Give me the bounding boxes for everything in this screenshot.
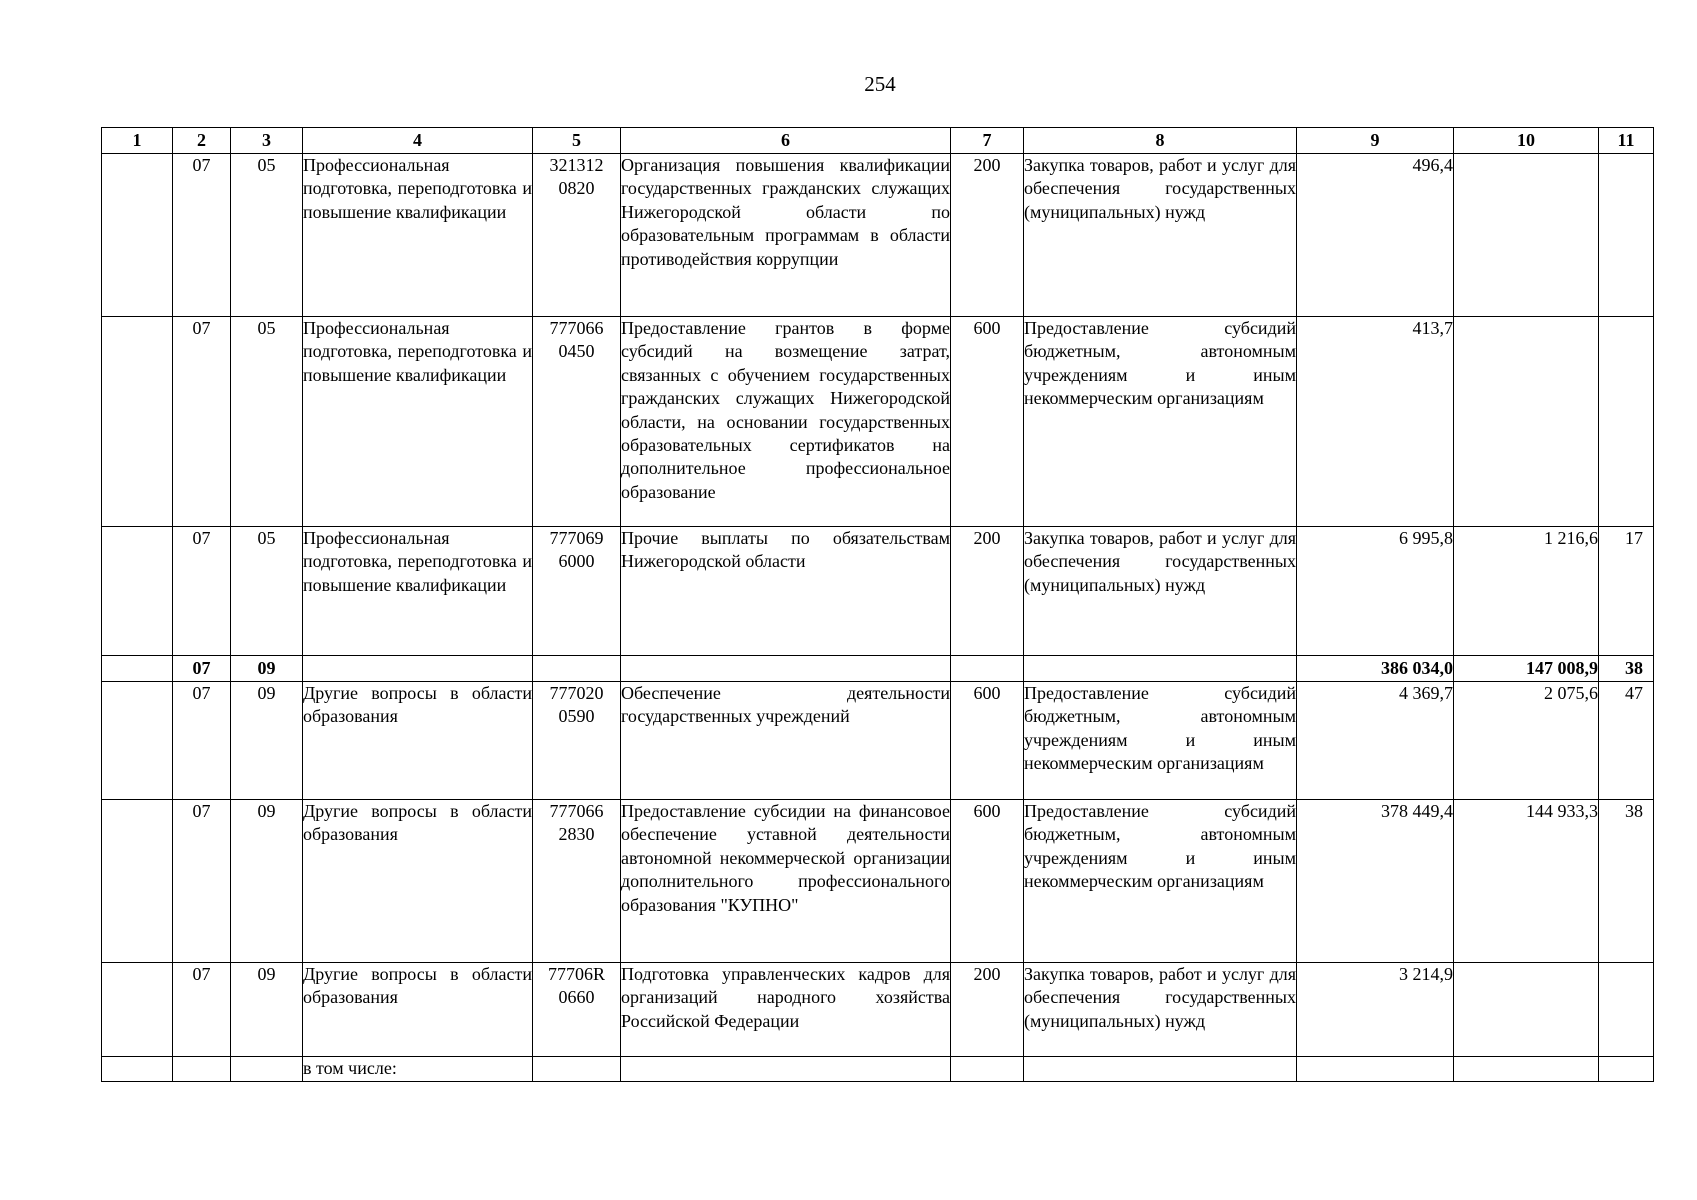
cell-expense-type: 600: [951, 682, 1024, 800]
cell-1: [102, 963, 173, 1057]
column-header: 3: [231, 128, 303, 154]
budget-table: [101, 127, 1654, 1082]
cell-amount-9: 6 995,8: [1297, 527, 1454, 656]
cell-amount-11: [1599, 317, 1654, 527]
cell-article-name: Организация повышения квалификации государственных гражданских служащих Нижегородской области по образовательным программам в области противодействия коррупции: [621, 154, 951, 317]
cell-amount-11: [1599, 154, 1654, 317]
cell-amount-10: [1454, 1057, 1599, 1082]
column-header: 11: [1599, 128, 1654, 154]
column-header: 1: [102, 128, 173, 154]
cell-amount-11: 47: [1599, 682, 1654, 800]
column-header: 6: [621, 128, 951, 154]
cell-subsection: 09: [231, 800, 303, 963]
cell-expense-type-name: Предоставление субсидий бюджетным, автономным учреждениям и иным некоммерческим организациям: [1024, 800, 1297, 963]
cell-1: [102, 317, 173, 527]
cell-target-article: 777066 0450: [533, 317, 621, 527]
cell-expense-type-name: [1024, 656, 1297, 682]
cell-section: [173, 1057, 231, 1082]
column-header: 10: [1454, 128, 1599, 154]
cell-1: [102, 800, 173, 963]
cell-article-name: Предоставление субсидии на финансовое обеспечение уставной деятельности автономной некоммерческой организации дополнительного профессионального образования "КУПНО": [621, 800, 951, 963]
cell-article-name: Подготовка управленческих кадров для организаций народного хозяйства Российской Федерации: [621, 963, 951, 1057]
column-header: 2: [173, 128, 231, 154]
column-header: 7: [951, 128, 1024, 154]
subtotal-row: [102, 656, 1654, 682]
cell-target-article: 321312 0820: [533, 154, 621, 317]
cell-amount-9: 413,7: [1297, 317, 1454, 527]
cell-section: 07: [173, 656, 231, 682]
cell-expense-type: 200: [951, 154, 1024, 317]
cell-expense-type: 200: [951, 527, 1024, 656]
cell-1: [102, 1057, 173, 1082]
cell-subsection-name: Другие вопросы в области образования: [303, 682, 533, 800]
cell-subsection: [231, 1057, 303, 1082]
header-row: [102, 128, 1654, 154]
table-row: [102, 963, 1654, 1057]
cell-amount-9: 386 034,0: [1297, 656, 1454, 682]
table-row: [102, 1057, 1654, 1082]
cell-subsection-name: [303, 656, 533, 682]
cell-target-article: 77706R 0660: [533, 963, 621, 1057]
cell-amount-11: [1599, 963, 1654, 1057]
cell-amount-10: [1454, 317, 1599, 527]
cell-amount-9: 4 369,7: [1297, 682, 1454, 800]
cell-section: 07: [173, 154, 231, 317]
table-row: [102, 154, 1654, 317]
cell-expense-type-name: Предоставление субсидий бюджетным, автономным учреждениям и иным некоммерческим организациям: [1024, 317, 1297, 527]
cell-1: [102, 154, 173, 317]
cell-amount-10: 1 216,6: [1454, 527, 1599, 656]
cell-subsection-name: Другие вопросы в области образования: [303, 800, 533, 963]
cell-expense-type-name: Закупка товаров, работ и услуг для обеспечения государственных (муниципальных) нужд: [1024, 527, 1297, 656]
cell-1: [102, 527, 173, 656]
cell-amount-10: [1454, 154, 1599, 317]
cell-amount-9: [1297, 1057, 1454, 1082]
cell-subsection: 09: [231, 682, 303, 800]
cell-article-name: Прочие выплаты по обязательствам Нижегородской области: [621, 527, 951, 656]
cell-1: [102, 656, 173, 682]
cell-section: 07: [173, 682, 231, 800]
cell-target-article: 777020 0590: [533, 682, 621, 800]
cell-amount-9: 496,4: [1297, 154, 1454, 317]
cell-1: [102, 682, 173, 800]
cell-amount-9: 378 449,4: [1297, 800, 1454, 963]
cell-subsection: 05: [231, 527, 303, 656]
cell-subsection-name: Профессиональная подготовка, переподготовка и повышение квалификации: [303, 527, 533, 656]
cell-expense-type: 200: [951, 963, 1024, 1057]
cell-target-article: [533, 1057, 621, 1082]
cell-article-name: [621, 656, 951, 682]
cell-expense-type: [951, 656, 1024, 682]
cell-amount-11: 38: [1599, 656, 1654, 682]
cell-expense-type: [951, 1057, 1024, 1082]
cell-article-name: Предоставление грантов в форме субсидий на возмещение затрат, связанных с обучением государственных гражданских служащих Нижегородской области, на основании государственных образовательных сертификатов на дополнительное профессиональное образование: [621, 317, 951, 527]
cell-subsection-name: в том числе:: [303, 1057, 533, 1082]
cell-subsection-name: Профессиональная подготовка, переподготовка и повышение квалификации: [303, 154, 533, 317]
cell-amount-9: 3 214,9: [1297, 963, 1454, 1057]
cell-article-name: Обеспечение деятельности государственных учреждений: [621, 682, 951, 800]
cell-subsection: 09: [231, 656, 303, 682]
column-header: 5: [533, 128, 621, 154]
cell-amount-11: [1599, 1057, 1654, 1082]
table-row: [102, 527, 1654, 656]
cell-section: 07: [173, 800, 231, 963]
cell-expense-type: 600: [951, 317, 1024, 527]
cell-expense-type-name: [1024, 1057, 1297, 1082]
cell-subsection-name: Профессиональная подготовка, переподготовка и повышение квалификации: [303, 317, 533, 527]
cell-subsection: 05: [231, 154, 303, 317]
cell-subsection: 09: [231, 963, 303, 1057]
cell-expense-type-name: Закупка товаров, работ и услуг для обеспечения государственных (муниципальных) нужд: [1024, 154, 1297, 317]
table-row: [102, 682, 1654, 800]
cell-expense-type-name: Закупка товаров, работ и услуг для обеспечения государственных (муниципальных) нужд: [1024, 963, 1297, 1057]
table-row: [102, 800, 1654, 963]
cell-expense-type-name: Предоставление субсидий бюджетным, автономным учреждениям и иным некоммерческим организациям: [1024, 682, 1297, 800]
cell-expense-type: 600: [951, 800, 1024, 963]
column-header: 8: [1024, 128, 1297, 154]
cell-amount-10: [1454, 963, 1599, 1057]
cell-subsection: 05: [231, 317, 303, 527]
table-row: [102, 317, 1654, 527]
cell-subsection-name: Другие вопросы в области образования: [303, 963, 533, 1057]
cell-amount-10: 144 933,3: [1454, 800, 1599, 963]
cell-section: 07: [173, 317, 231, 527]
cell-target-article: 777066 2830: [533, 800, 621, 963]
cell-amount-10: 2 075,6: [1454, 682, 1599, 800]
cell-amount-11: 38: [1599, 800, 1654, 963]
cell-target-article: 777069 6000: [533, 527, 621, 656]
cell-target-article: [533, 656, 621, 682]
cell-article-name: [621, 1057, 951, 1082]
cell-amount-10: 147 008,9: [1454, 656, 1599, 682]
cell-amount-11: 17: [1599, 527, 1654, 656]
cell-section: 07: [173, 963, 231, 1057]
page-number: 254: [864, 72, 896, 96]
column-header: 9: [1297, 128, 1454, 154]
cell-section: 07: [173, 527, 231, 656]
column-header: 4: [303, 128, 533, 154]
